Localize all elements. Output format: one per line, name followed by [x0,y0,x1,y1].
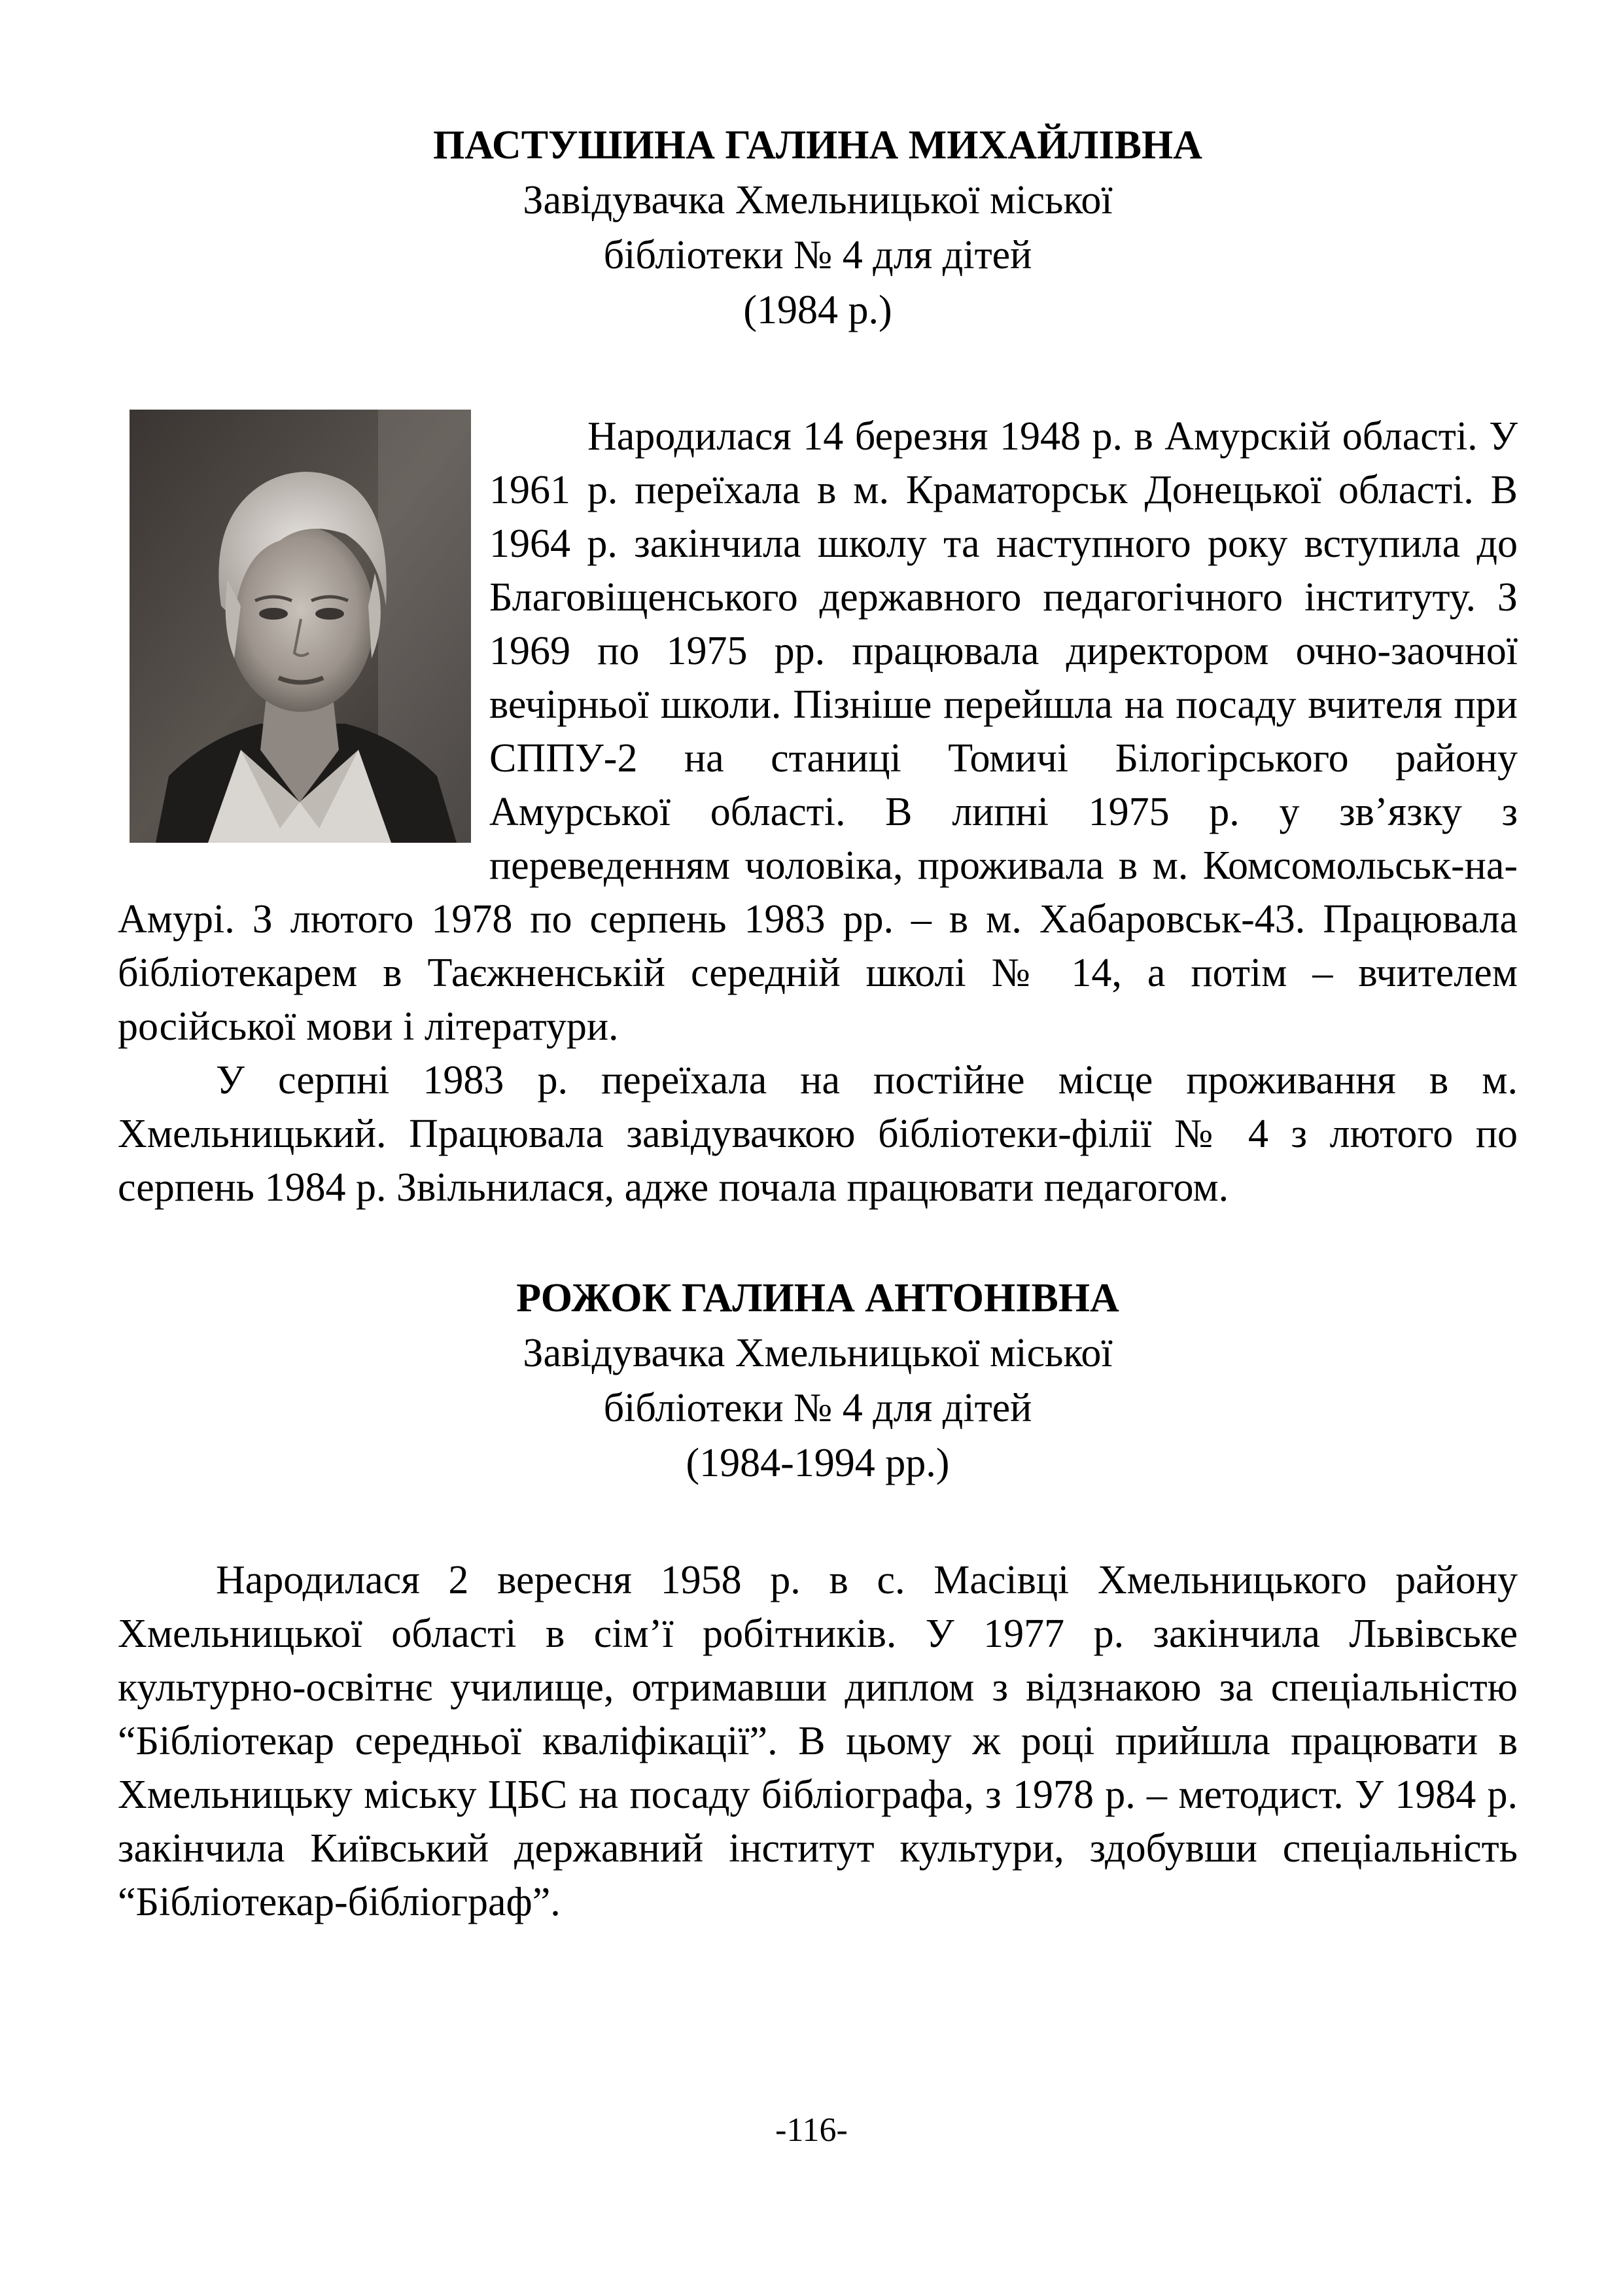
position-line-1: Завідувачка Хмельницької міської [523,178,1113,222]
person-name: ПАСТУШИНА ГАЛИНА МИХАЙЛІВНА [433,123,1202,168]
bio-paragraph-1: Народилася 2 вересня 1958 р. в с. Масівці Хмельницького району Хмельницької області в сім’ї робітників. У 1977 р. закінчила Львівське культурно-освітнє училище, отримавши диплом з відзнакою за спеціальністю “Бібліотекар середньої кваліфікації”. В цьому ж році прийшла працювати в Хмельницьку міську ЦБС на посаду бібліографа, з 1978 р. – методист. У 1984 р. закінчила Київський державний інститут культури, здобувши спеціальність “Бібліотекар-бібліограф”. [118,1558,1518,1924]
tenure-years: (1984 р.) [743,288,892,332]
person-name: РОЖОК ГАЛИНА АНТОНІВНА [516,1276,1119,1320]
bio-header [118,1271,1518,1491]
position-line-2: бібліотеки № 4 для дітей [603,233,1032,277]
position-line-2: бібліотеки № 4 для дітей [603,1386,1032,1430]
position-line-1: Завідувачка Хмельницької міської [523,1331,1113,1375]
page-number: -116- [775,2111,848,2149]
tenure-years: (1984-1994 рр.) [686,1441,950,1485]
bio-section-pastushyna [118,118,1518,1214]
bio-paragraph-1: Народилася 14 березня 1948 р. в Амурскій області. У 1961 р. переїхала в м. Краматорськ Донецької області. В 1964 р. закінчила школу та наступного року вступила до Благовіщенського державного педагогічного інституту. З 1969 по 1975 рр. працювала директором очно-заочної вечірньої школи. Пізніше перейшла на посаду вчителя при СППУ-2 на станиці Томичі Білогірського району Амурської області. В липні 1975 р. у зв’язку з переведенням чоловіка, проживала в м. Комсомольськ-на-Амурі. З лютого 1978 по серпень 1983 рр. – в м. Хабаровськ-43. Працювала бібліотекарем в Таєжненській середній школі № 14, а потім – вчителем російської мови і літератури. [118,414,1518,1049]
bio-paragraph-2: У серпні 1983 р. переїхала на постійне місце проживання в м. Хмельницький. Працювала завідувачкою бібліотеки-філії № 4 з лютого по серпень 1984 р. Звільнилася, адже почала працювати педагогом. [118,1058,1518,1210]
portrait-photo [130,410,471,843]
bio-header [118,118,1518,338]
bio-section-rozhok [118,1271,1518,1929]
document-page [118,118,1518,1929]
